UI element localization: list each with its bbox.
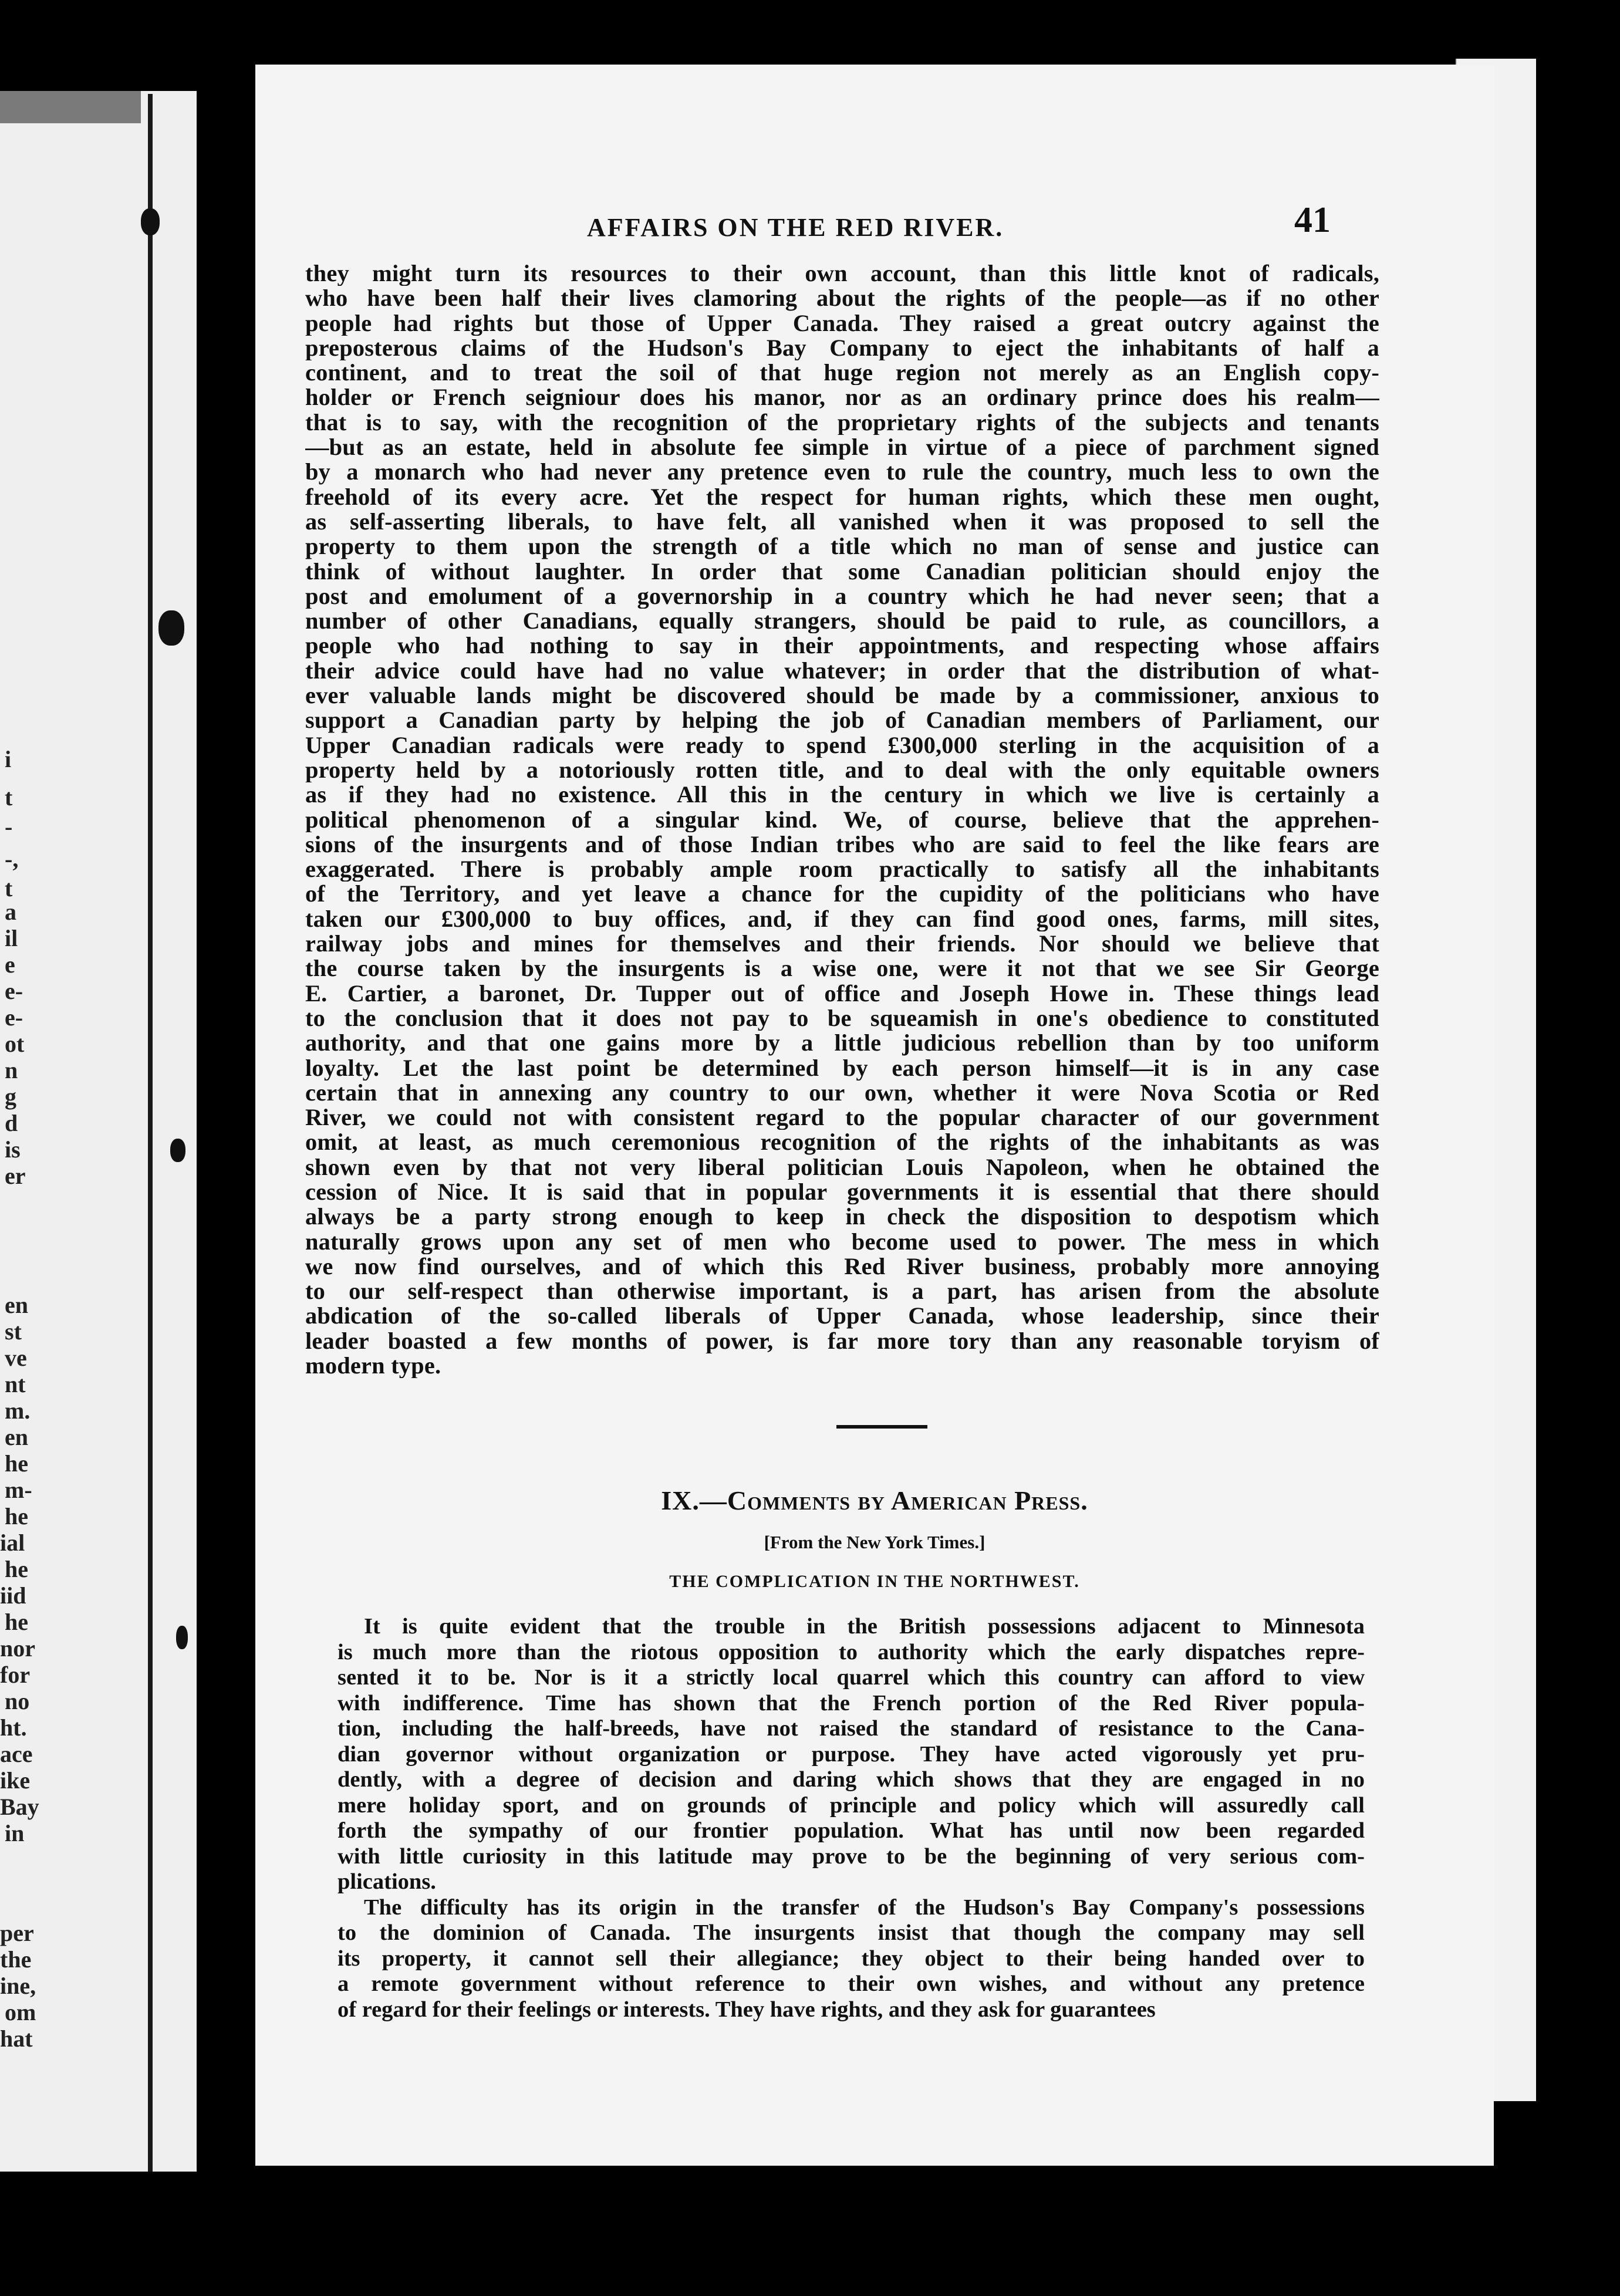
left-page-fragment: Bay: [0, 1794, 39, 1820]
article-line: mere holiday sport, and on grounds of principle and policy which will assuredly call: [338, 1792, 1365, 1818]
left-page-fragment: e-: [5, 978, 23, 1004]
body-line: Upper Canadian radicals were ready to spend £300,000 sterling in the acquisition of a: [305, 732, 1379, 758]
body-line: freehold of its every acre. Yet the respect for human rights, which these men ought,: [305, 484, 1379, 509]
section-numeral: IX.—: [661, 1485, 727, 1515]
binding-knot: [158, 610, 184, 646]
article-line: plications.: [338, 1869, 436, 1894]
left-page-fragment: iid: [0, 1582, 26, 1609]
body-line: holder or French seigniour does his manor, nor as an ordinary prince does his realm—: [305, 385, 1379, 410]
left-page-fragment: om: [5, 1999, 36, 2025]
article-line: The difficulty has its origin in the transfer of the Hudson's Bay Company's possessions: [364, 1895, 1365, 1920]
left-page-fragment: er: [5, 1163, 26, 1189]
left-page-fragment: is: [5, 1136, 21, 1163]
body-line: to the conclusion that it does not pay to be squeamish in one's obedience to constituted: [305, 1005, 1379, 1031]
body-line: people who had nothing to say in their appointments, and respecting whose affairs: [305, 633, 1379, 659]
body-line: their advice could have had no value whatever; in order that the distribution of what-: [305, 658, 1379, 684]
body-line: who have been half their lives clamoring about the rights of the people—as if no other: [305, 286, 1379, 311]
left-page-fragment: en: [5, 1292, 28, 1318]
source-note: [From the New York Times.]: [764, 1532, 986, 1552]
article-line: forth the sympathy of our frontier population. What has until now been regarded: [338, 1818, 1365, 1843]
body-line: always be a party strong enough to keep in check the disposition to despotism which: [305, 1204, 1379, 1230]
body-line: people had rights but those of Upper Canada. They raised a great outcry against the: [305, 310, 1379, 336]
body-line: sions of the insurgents and of those Indian tribes who are said to feel the like fears are: [305, 832, 1379, 857]
left-page-fragment: ial: [0, 1529, 25, 1556]
section-heading: [255, 1485, 1494, 1516]
body-line: loyalty. Let the last point be determined by each person himself—it is in any case: [305, 1055, 1379, 1081]
body-line: the course taken by the insurgents is a wise one, were it not that we see Sir George: [305, 956, 1379, 981]
body-line: leader boasted a few months of power, is far more tory than any reasonable toryism of: [305, 1328, 1379, 1354]
body-line: authority, and that one gains more by a little judicious rebellion than by too uniform: [305, 1031, 1379, 1056]
left-page-fragment: per: [0, 1920, 34, 1946]
body-line: —but as an estate, held in absolute fee simple in virtue of a piece of parchment signed: [305, 435, 1379, 460]
left-page-fragment: the: [0, 1946, 32, 1973]
left-page-fragment: ve: [5, 1345, 27, 1371]
left-page-fragment: ht.: [0, 1714, 27, 1741]
left-facing-page: [0, 91, 197, 2172]
binding-knot: [176, 1626, 188, 1649]
left-page-fragment: ace: [0, 1741, 33, 1767]
body-line: ever valuable lands might be discovered should be made by a commissioner, anxious to: [305, 683, 1379, 708]
left-page-fragment: e: [5, 951, 15, 978]
left-page-fragment: t: [5, 784, 13, 811]
binding-thread: [148, 94, 153, 2172]
article-line: to the dominion of Canada. The insurgents insist that though the company may sell: [338, 1920, 1365, 1945]
body-line: naturally grows upon any set of men who become used to power. The mess in which: [305, 1229, 1379, 1254]
body-line: River, we could not with consistent regard to the popular character of our government: [305, 1105, 1379, 1130]
left-page-fragment: he: [5, 1503, 28, 1529]
article-line: dently, with a degree of decision and daring which shows that they are engaged in no: [338, 1767, 1365, 1792]
left-page-fragment: g: [5, 1083, 16, 1110]
body-line: property held by a notoriously rotten title, and to deal with the only equitable owners: [305, 757, 1379, 783]
left-page-fragment: en: [5, 1424, 28, 1450]
left-page-fragment: hat: [0, 2025, 33, 2052]
left-page-fragment: m-: [5, 1477, 32, 1503]
article-line: sented it to be. Nor is it a strictly local quarrel which this country can afford to view: [338, 1665, 1365, 1690]
body-line: taken our £300,000 to buy offices, and, if they can find good ones, farms, mill sites,: [305, 906, 1379, 932]
body-line: to our self-respect than otherwise important, is a part, has arisen from the absolute: [305, 1279, 1379, 1304]
body-line: exaggerated. There is probably ample room practically to satisfy all the inhabitants: [305, 857, 1379, 882]
body-line: preposterous claims of the Hudson's Bay Company to eject the inhabitants of half a: [305, 335, 1379, 361]
left-page-fragment: ine,: [0, 1973, 36, 1999]
body-line: support a Canadian party by helping the job of Canadian members of Parliament, our: [305, 708, 1379, 733]
article-line: of regard for their feelings or interests. They have rights, and they ask for guarantees: [338, 1997, 1156, 2022]
article-line: It is quite evident that the trouble in the British possessions adjacent to Minnesota: [364, 1614, 1365, 1639]
left-page-fragment: st: [5, 1318, 22, 1345]
body-line: abdication of the so-called liberals of Upper Canada, whose leadership, since their: [305, 1304, 1379, 1329]
body-line: political phenomenon of a singular kind. We, of course, believe that the apprehen-: [305, 807, 1379, 832]
left-page-fragment: il: [5, 925, 18, 951]
article-line: tion, including the half-breeds, have not raised the standard of resistance to the Cana-: [338, 1716, 1365, 1741]
body-line: think of without laughter. In order that some Canadian politician should enjoy the: [305, 559, 1379, 584]
body-line: cession of Nice. It is said that in popular governments it is essential that there should: [305, 1179, 1379, 1205]
left-page-fragment: ike: [0, 1767, 31, 1794]
body-line: by a monarch who had never any pretence even to rule the country, much less to own the: [305, 460, 1379, 485]
body-line: of the Territory, and yet leave a chance for the cupidity of the politicians who have: [305, 882, 1379, 907]
document-page: [255, 65, 1494, 2166]
left-page-fragment: for: [0, 1662, 31, 1688]
body-line: E. Cartier, a baronet, Dr. Tupper out of office and Joseph Howe in. These things lead: [305, 981, 1379, 1006]
article-line: dian governor without organization or purpose. They have acted vigorously yet pru-: [338, 1741, 1365, 1767]
left-page-fragment: he: [5, 1609, 28, 1635]
page-number: 41: [1294, 200, 1331, 240]
left-page-fragment: no: [5, 1688, 30, 1714]
article-body: [338, 1614, 1365, 2022]
body-line: modern type.: [305, 1353, 441, 1379]
article-title: THE COMPLICATION IN THE NORTHWEST.: [669, 1572, 1080, 1591]
left-page-fragment: d: [5, 1110, 18, 1136]
left-page-fragment: nt: [5, 1371, 26, 1397]
left-page-fragment: he: [5, 1450, 28, 1477]
running-title: AFFAIRS ON THE RED RIVER.: [587, 213, 1004, 242]
binding-knot: [170, 1139, 185, 1162]
running-header: [255, 200, 1494, 258]
body-line: property to them upon the strength of a title which no man of sense and justice can: [305, 534, 1379, 559]
section-divider: [836, 1425, 927, 1429]
binding-knot: [141, 208, 160, 235]
body-line: as if they had no existence. All this in the century in which we live is certainly a: [305, 782, 1379, 808]
editorial-body: [305, 261, 1379, 1378]
left-page-fragment: i: [5, 746, 12, 772]
body-line: they might turn its resources to their own account, than this little knot of radicals,: [305, 261, 1379, 286]
body-line: we now find ourselves, and of which this Red River business, probably more annoying: [305, 1254, 1379, 1279]
body-line: shown even by that not very liberal politician Louis Napoleon, when he obtained the: [305, 1154, 1379, 1180]
left-page-fragment: t: [5, 875, 13, 901]
left-page-fragment: in: [5, 1820, 25, 1846]
article-line: with little curiosity in this latitude may prove to be the beginning of very serious com-: [338, 1843, 1365, 1869]
left-page-fragment: ot: [5, 1031, 25, 1057]
left-page-fragment: nor: [0, 1635, 35, 1662]
body-line: as self-asserting liberals, to have felt, all vanished when it was proposed to sell the: [305, 509, 1379, 535]
article-line: is much more than the riotous opposition to authority which the early dispatches repre-: [338, 1639, 1365, 1664]
article-line: its property, it cannot sell their allegiance; they object to their being handed over to: [338, 1946, 1365, 1971]
body-line: railway jobs and mines for themselves and their friends. Nor should we believe that: [305, 931, 1379, 957]
section-title: Comments by American Press.: [727, 1485, 1088, 1515]
article-line: with indifference. Time has shown that the French portion of the Red River popula-: [338, 1690, 1365, 1716]
article-line: a remote government without reference to their own wishes, and without any pretence: [338, 1971, 1365, 1996]
left-page-shadow: [0, 91, 141, 123]
left-page-fragment: -,: [5, 846, 19, 872]
body-line: post and emolument of a governorship in a country which he had never seen; that a: [305, 583, 1379, 609]
left-page-fragment: he: [5, 1556, 28, 1582]
body-line: continent, and to treat the soil of that huge region not merely as an English copy-: [305, 360, 1379, 386]
body-line: number of other Canadians, equally strangers, should be paid to rule, as councillors, a: [305, 609, 1379, 634]
body-line: that is to say, with the recognition of the proprietary rights of the subjects and tenants: [305, 410, 1379, 435]
left-page-fragment: n: [5, 1057, 18, 1083]
left-page-fragment: a: [5, 899, 16, 925]
left-page-fragment: -: [5, 813, 13, 840]
left-page-fragment: e-: [5, 1004, 23, 1031]
body-line: omit, at least, as much ceremonious recognition of the rights of the inhabitants as was: [305, 1130, 1379, 1155]
body-line: certain that in annexing any country to our own, whether it were Nova Scotia or Red: [305, 1080, 1379, 1106]
left-page-fragment: m.: [5, 1397, 31, 1424]
